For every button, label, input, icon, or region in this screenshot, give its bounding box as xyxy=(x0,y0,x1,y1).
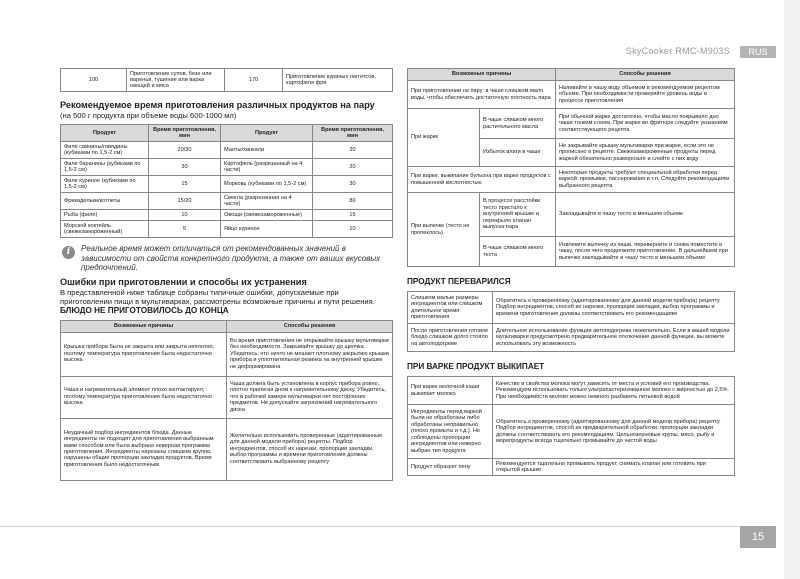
table-cell: В чаше слишком много растительного масла xyxy=(480,109,556,139)
table-cell: Рекомендуется тщательно промывать продукт, снимать клапан или готовить при открытой крышке xyxy=(493,459,735,476)
table-cell: В процессе расстойки тесто пристало к внутренней крышке и перекрыло клапан выпуска пара xyxy=(480,193,556,237)
table-cell: Извлеките выпечку из чаши, переверните и снова поместите в чашу, после чего продолжите приготовление. В дальнейшем при выпечке закладывайте в чашу тесто в меньшем объеме xyxy=(556,237,735,267)
table-row xyxy=(408,109,735,139)
table-cell: При варке молочной каши выкипает молоко xyxy=(408,377,493,405)
table-cell: 15/20 xyxy=(149,193,221,210)
table-header-row xyxy=(61,125,393,142)
table-cell: Во время приготовления не открывайте крышку мультиварки без необходимости. Закрывайте крышку до щелчка. Убедитесь, что ничто не мешает плотному закрытию крышки прибора и уплотнительная резинка на внутренней крышке не деформирована xyxy=(227,332,393,376)
overcooked-table xyxy=(407,291,735,352)
table-cell: 5 xyxy=(149,221,221,238)
table-row xyxy=(61,332,393,376)
table-row xyxy=(408,324,735,352)
column-header: Возможные причины xyxy=(408,69,556,81)
table-cell: Желательно использовать проверенные (адаптированные для данной модели прибора) рецепты. Подбор ингредиентов, способ их нарезки, пропорции закладки, выбор программы и времени приготовления должны соответствовать выбранному рецепту xyxy=(227,418,393,480)
table-cell: Закладывайте в чашу тесто в меньшем объеме xyxy=(556,193,735,237)
column-header: Время приготовления, мин xyxy=(149,125,221,142)
table-row xyxy=(61,69,393,92)
table-cell: Рыба (филе) xyxy=(61,210,149,221)
top-mode-table xyxy=(60,68,393,92)
table-row xyxy=(61,142,393,159)
column-header: Возможные причины xyxy=(61,320,227,332)
not-cooked-title: БЛЮДО НЕ ПРИГОТОВИЛОСЬ ДО КОНЦА xyxy=(60,305,229,315)
boiling-table xyxy=(407,376,735,476)
steam-title: Рекомендуемое время приготовления различных продуктов на пару xyxy=(60,100,375,111)
table-cell: 80 xyxy=(313,193,393,210)
table-row xyxy=(408,405,735,459)
table-cell: Чаша и нагревательный элемент плохо контактируют, поэтому температура приготовления была недостаточно высока xyxy=(61,376,227,418)
column-header: Продукт xyxy=(61,125,149,142)
table-cell: Чаша должна быть установлена в корпус прибора ровно, плотно прилегая дном к нагревательному диску. Убедитесь, что в рабочей камере мультиварки нет посторонних предметов. Не допускайте загрязнений нагревательного диска xyxy=(227,376,393,418)
column-header: Способы решения xyxy=(556,69,735,81)
table-cell: При выпечке (тесто не пропеклось) xyxy=(408,193,480,267)
table-cell: Продукт образует пену xyxy=(408,459,493,476)
table-cell: 15 xyxy=(149,176,221,193)
not-cooked-table xyxy=(60,320,393,481)
table-cell: Обратитесь к проверенному (адаптированному для данной модели прибора) рецепту. Подбор ингредиентов, способ их предварительной обработки, пропорции закладки должны соответствовать его рекомендациям. Цельнозерновые крупы, мясо, рыбу и морепродукты всегда тщательно промывайте до чистой воды xyxy=(493,405,735,459)
steam-table xyxy=(60,124,393,238)
table-cell: Слишком малые размеры ингредиентов или слишком длительное время приготовления xyxy=(408,292,493,324)
table-cell: Приготовление супов, безе или варенья, тушение или варка овощей и мяса xyxy=(127,69,225,92)
model-name: SkyCooker RMC-M903S xyxy=(625,46,730,56)
table-row xyxy=(408,459,735,476)
table-cell: Крышка прибора была не закрыта или закрыта неплотно, поэтому температура приготовления была недостаточно высока xyxy=(61,332,227,376)
right-column xyxy=(407,68,734,476)
table-header-row xyxy=(408,69,735,81)
table-row xyxy=(61,210,393,221)
table-cell: 20/30 xyxy=(149,142,221,159)
table-cell: 10 xyxy=(149,210,221,221)
errors-title: Ошибки при приготовлении и способы их устранения xyxy=(60,276,307,287)
table-cell: 15 xyxy=(313,210,393,221)
table-row xyxy=(408,167,735,193)
table-cell: Не закрывайте крышку мультиварки при жарке, если это не прописано в рецепте. Свежезамороженные продукты перед жаркой обязательно разморозьте и слейте с них воду xyxy=(556,139,735,167)
page-header xyxy=(0,46,800,60)
table-cell: Картофель (разрезанный на 4 части) xyxy=(221,159,313,176)
overcooked-title: ПРОДУКТ ПЕРЕВАРИЛСЯ xyxy=(407,277,511,286)
table-cell: Некоторые продукты требуют специальной обработки перед варкой: промывки, пассерования и т.п. Следуйте рекомендациям выбранного рецепта xyxy=(556,167,735,193)
table-cell: Избыток влаги в чаше xyxy=(480,139,556,167)
table-row xyxy=(61,376,393,418)
table-row xyxy=(61,193,393,210)
table-cell: 10 xyxy=(313,221,393,238)
table-cell: 20 xyxy=(313,142,393,159)
table-cell: 30 xyxy=(313,176,393,193)
table-cell: Фрикадельки/котлеты xyxy=(61,193,149,210)
table-cell: При обычной жарке достаточно, чтобы масло покрывало дно чаши тонким слоем. При жарке во фритюре следуйте указаниям соответствующего рецепта xyxy=(556,109,735,139)
note-text: Реальное время может отличаться от рекомендованных значений в зависимости от свойств конкретного продукта, а также от ваших вкусовых предпочтений. xyxy=(81,244,381,273)
table-cell: Неудачный подбор ингредиентов блюда. Данные ингредиенты не подходят для приготовления выбранным вами способом или была выбрана неверная программа приготовления. Ингредиенты нарезаны слишком крупно, нарушены общие пропорции закладки продуктов. Время приготовления было недостаточным xyxy=(61,418,227,480)
boiling-title: ПРИ ВАРКЕ ПРОДУКТ ВЫКИПАЕТ xyxy=(407,362,545,371)
table-row xyxy=(61,221,393,238)
column-header: Время приготовления, мин xyxy=(313,125,393,142)
table-cell: 30 xyxy=(149,159,221,176)
table-row xyxy=(408,377,735,405)
cause-solution-table xyxy=(407,68,735,267)
table-cell: Яйцо куриное xyxy=(221,221,313,238)
table-cell: Качество и свойства молока могут зависеть от места и условий его производства. Рекомендуем использовать только ультрапастеризованное молоко с жирностью до 2,5%. При необходимости молоко можно немного разбавить питьевой водой xyxy=(493,377,735,405)
table-cell: Свекла (разрезанная на 4 части) xyxy=(221,193,313,210)
table-row xyxy=(408,81,735,109)
table-cell: 100 xyxy=(61,69,127,92)
info-note xyxy=(60,244,392,273)
table-cell: При жарке xyxy=(408,109,480,167)
table-cell: В чаше слишком много теста xyxy=(480,237,556,267)
table-cell: 20 xyxy=(313,159,393,176)
table-row xyxy=(61,159,393,176)
table-cell: Длительное использование функции автоподогрева нежелательно. Если в вашей модели мультиварки предусмотрено предварительное отключение данной функции, вы можете использовать эту возможность xyxy=(493,324,735,352)
table-cell: 170 xyxy=(225,69,283,92)
table-cell: При приготовлении на пару: в чаше слишком мало воды, чтобы обеспечить достаточную плотность пара xyxy=(408,81,556,109)
left-column xyxy=(60,68,392,481)
column-header: Продукт xyxy=(221,125,313,142)
table-cell: Морковь (кубиками по 1,5-2 см) xyxy=(221,176,313,193)
table-cell: Морской коктейль (свежезамороженный) xyxy=(61,221,149,238)
errors-intro: В представленной ниже таблице собраны типичные ошибки, допускаемые при приготовлении пищи в мультиварках, рассмотрены возможные причины и пути решения. xyxy=(60,287,375,306)
steam-subtitle: (на 500 г продукта при объеме воды 600-1000 мл) xyxy=(60,111,237,121)
table-cell: Овощи (свежезамороженные) xyxy=(221,210,313,221)
table-cell: Наливайте в чашу воду объемом в рекомендуемом рецептом объеме. При необходимости проверяйте уровень воды в процессе приготовления xyxy=(556,81,735,109)
language-badge: RUS xyxy=(740,46,776,58)
table-cell: Приготовление куриных наггетсов, картофеля фри xyxy=(283,69,393,92)
table-row xyxy=(408,292,735,324)
info-icon: i xyxy=(62,246,75,259)
table-row xyxy=(61,176,393,193)
footer-divider xyxy=(0,526,740,527)
table-row xyxy=(61,418,393,480)
table-row xyxy=(408,193,735,237)
table-cell: После приготовления готовое блюдо слишком долго стояло на автоподогреве xyxy=(408,324,493,352)
table-cell: Ингредиенты перед варкой были не обработаны либо обработаны неправильно (плохо промыты и т.д.). Не соблюдены пропорции ингредиентов или неверно выбран тип продукта xyxy=(408,405,493,459)
table-cell: Манты/хинкали xyxy=(221,142,313,159)
table-cell: Обратитесь к проверенному (адаптированному для данной модели прибора) рецепту. Подбор ингредиентов, способ их нарезки, пропорции закладки, выбор программы и времени приготовления должны соответствовать его рекомендациям xyxy=(493,292,735,324)
table-header-row xyxy=(61,320,393,332)
table-cell: При варке: выкипание бульона при варке продуктов с повышенной кислотностью xyxy=(408,167,556,193)
column-header: Способы решения xyxy=(227,320,393,332)
table-cell: Филе баранины (кубиками по 1,5-2 см) xyxy=(61,159,149,176)
table-cell: Филе куриное (кубиками по 1,5-2 см) xyxy=(61,176,149,193)
page-number: 15 xyxy=(740,526,776,548)
table-cell: Филе свинины/говядины (кубиками по 1,5-2 см) xyxy=(61,142,149,159)
side-strip xyxy=(784,0,800,579)
